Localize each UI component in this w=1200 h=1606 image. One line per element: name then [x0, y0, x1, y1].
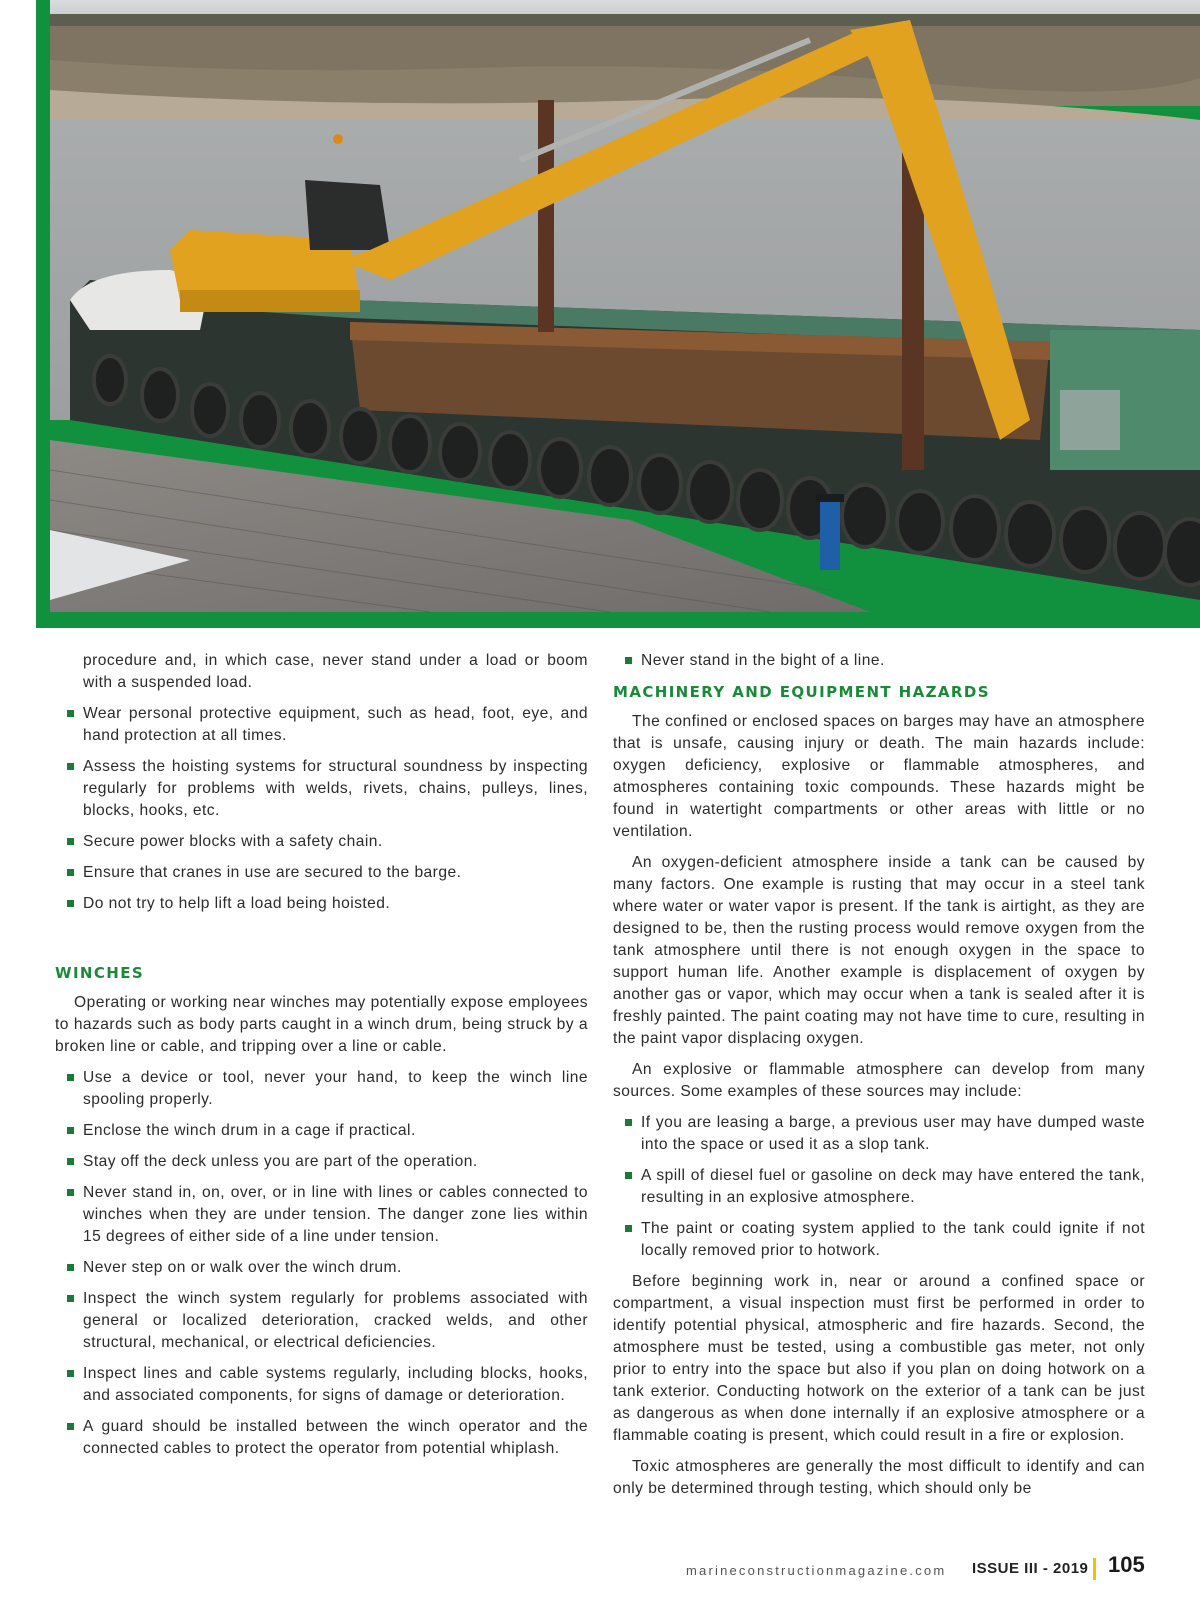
list-item: A spill of diesel fuel or gasoline on deck may have entered the tank, resulting in an explosive atmosphere. — [613, 1165, 1145, 1209]
winches-intro-paragraph: Operating or working near winches may potentially expose employees to hazards such as body parts caught in a winch drum, being struck by a broken line or cable, and tripping over a line or cable. — [55, 994, 588, 1055]
barge-excavator-photo — [50, 0, 1200, 612]
list-item: procedure and, in which case, never stand under a load or boom with a suspended load. — [83, 652, 588, 691]
list-item: Assess the hoisting systems for structural soundness by inspecting regularly for problems with welds, rivets, chains, pulleys, lines, blocks, hooks, etc. — [55, 756, 588, 822]
body-paragraph: Toxic atmospheres are generally the most difficult to identify and can only be determined through testing, which should only be — [613, 1458, 1145, 1497]
page-number: 105 — [1108, 1552, 1145, 1577]
list-item: Never stand in, on, over, or in line with lines or cables connected to winches when they are under tension. The danger zone lies within 15 degrees of either side of a line under tension. — [55, 1182, 588, 1248]
list-item: Secure power blocks with a safety chain. — [55, 831, 588, 853]
lines-list-continued — [613, 650, 1145, 672]
body-paragraph: An explosive or flammable atmosphere can develop from many sources. Some examples of these sources may include: — [613, 1061, 1145, 1100]
sources-list — [613, 1112, 1145, 1262]
right-column — [613, 650, 1145, 1509]
winches-heading: WINCHES — [55, 964, 145, 982]
list-item: Do not try to help lift a load being hoisted. — [55, 893, 588, 915]
list-item: Ensure that cranes in use are secured to the barge. — [55, 862, 588, 884]
winches-list — [55, 1067, 588, 1460]
list-item: The paint or coating system applied to the tank could ignite if not locally removed prior to hotwork. — [613, 1218, 1145, 1262]
hoisting-list-continued — [55, 650, 588, 915]
body-paragraph: The confined or enclosed spaces on barges may have an atmosphere that is unsafe, causing injury or death. The main hazards include: oxygen deficiency, explosive or flammable atmospheres, and atmospheres containing toxic compounds. These hazards might be found in watertight compartments or other areas with little or no ventilation. — [613, 713, 1145, 840]
footer-divider — [1093, 1558, 1096, 1580]
list-item: Enclose the winch drum in a cage if practical. — [55, 1120, 588, 1142]
list-item: If you are leasing a barge, a previous user may have dumped waste into the space or used it as a slop tank. — [613, 1112, 1145, 1156]
section-spacer — [55, 924, 588, 962]
photo-illustration — [50, 0, 1200, 612]
footer-issue: ISSUE III - 2019 — [972, 1560, 1089, 1577]
list-item: Inspect lines and cable systems regularly, including blocks, hooks, and associated components, for signs of damage or deterioration. — [55, 1363, 588, 1407]
footer-url: marineconstructionmagazine.com — [686, 1563, 947, 1578]
list-item: Never step on or walk over the winch drum. — [55, 1257, 588, 1279]
list-item: Never stand in the bight of a line. — [613, 650, 1145, 672]
list-item: A guard should be installed between the winch operator and the connected cables to protect the operator from potential whiplash. — [55, 1416, 588, 1460]
body-paragraph: Before beginning work in, near or around a confined space or compartment, a visual inspection must first be performed in order to identify potential physical, atmospheric and fire hazards. Second, the atmosphere must be tested, using a combustible gas meter, not only prior to entry into the space but also if you plan on doing hotwork on a tank exterior. Conducting hotwork on the exterior of a tank can be just as dangerous as when done internally if an explosive atmosphere or a flammable coating is present, which could result in a fire or explosion. — [613, 1273, 1145, 1444]
list-item: Inspect the winch system regularly for problems associated with general or localized deterioration, cracked welds, and other structural, mechanical, or electrical deficiencies. — [55, 1288, 588, 1354]
list-item: Stay off the deck unless you are part of the operation. — [55, 1151, 588, 1173]
left-column — [55, 650, 588, 1469]
list-item: Wear personal protective equipment, such as head, foot, eye, and hand protection at all times. — [55, 703, 588, 747]
body-paragraph: An oxygen-deficient atmosphere inside a tank can be caused by many factors. One example is rusting that may occur in a steel tank where water or water vapor is present. If the tank is airtight, as they are designed to be, then the rusting process would remove oxygen from the tank atmosphere until there is not enough oxygen in the space to support human life. Another example is displacement of oxygen by another gas or vapor, which may occur when a tank is sealed after it is freshly painted. The paint coating may not have time to cure, resulting in the paint vapor displacing oxygen. — [613, 854, 1145, 1047]
list-item: Use a device or tool, never your hand, to keep the winch line spooling properly. — [55, 1067, 588, 1111]
machinery-heading: MACHINERY AND EQUIPMENT HAZARDS — [613, 683, 990, 701]
